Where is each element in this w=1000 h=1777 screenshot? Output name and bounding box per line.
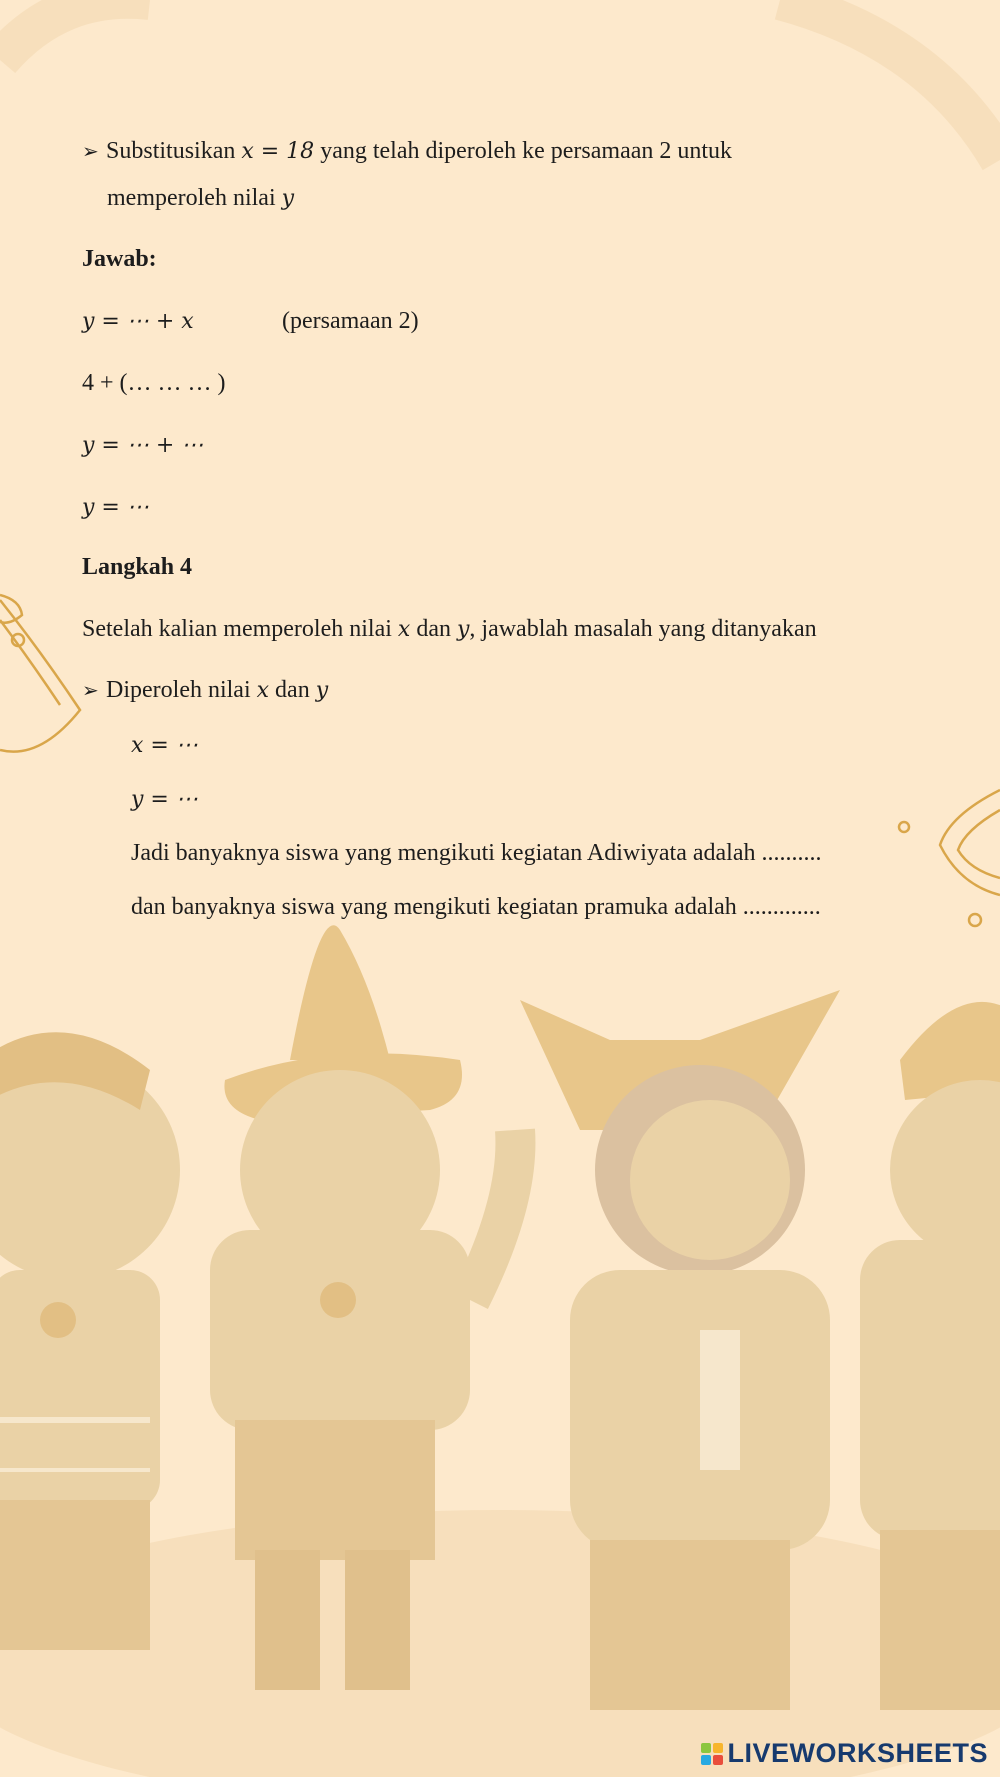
conclusion-line-2: dan banyaknya siswa yang mengikuti kegiatan pramuka adalah .............	[131, 894, 821, 920]
logo-text: LIVEWORKSHEETS	[727, 1738, 988, 1768]
obtained-math-y: y	[315, 678, 329, 703]
liveworksheets-logo-icon	[701, 1743, 723, 1765]
y-value-text: y = ⋯	[131, 787, 198, 812]
substitution-bullet-continued	[107, 183, 294, 214]
equation-1-text: y = ⋯ + x	[82, 309, 194, 334]
equation-line-1	[82, 306, 194, 337]
arrow-bullet-icon: ➢	[82, 139, 99, 163]
substitution-math: x = 18	[241, 139, 315, 164]
instruction-math-y: y	[456, 617, 470, 642]
substitution-math-y: y	[281, 186, 295, 211]
obtained-text: Diperoleh nilai	[106, 677, 257, 703]
instruction-text-3: , jawablah masalah yang ditanyakan	[469, 616, 817, 642]
instruction-text-2: dan	[410, 616, 457, 642]
equation-3-text: y = ⋯ + ⋯	[82, 433, 204, 458]
obtained-and: dan	[269, 677, 316, 703]
equation-line-2: 4 + (… … … )	[82, 370, 226, 396]
substitution-text-line2: memperoleh nilai	[107, 185, 282, 211]
equation-line-4	[82, 492, 149, 523]
substitution-text-end: yang telah diperoleh ke persamaan 2 untuk	[314, 138, 733, 164]
instruction-text-1: Setelah kalian memperoleh nilai	[82, 616, 398, 642]
x-value-line	[131, 730, 198, 761]
y-value-line	[131, 784, 198, 815]
substitution-text: Substitusikan	[106, 138, 242, 164]
arrow-bullet-icon: ➢	[82, 678, 99, 702]
answer-label: Jawab:	[82, 246, 157, 272]
obtained-math-x: x	[256, 678, 270, 703]
equation-4-text: y = ⋯	[82, 495, 149, 520]
substitution-bullet	[82, 136, 732, 167]
equation-line-3	[82, 430, 203, 461]
instruction-math-x: x	[397, 617, 411, 642]
conclusion-line-1: Jadi banyaknya siswa yang mengikuti kegiatan Adiwiyata adalah ..........	[131, 840, 822, 866]
liveworksheets-logo[interactable]	[701, 1738, 988, 1769]
obtained-values-bullet	[82, 675, 328, 706]
step-4-instruction	[82, 614, 817, 645]
equation-1-note: (persamaan 2)	[282, 308, 419, 334]
x-value-text: x = ⋯	[131, 733, 198, 758]
step-4-heading: Langkah 4	[82, 554, 193, 580]
